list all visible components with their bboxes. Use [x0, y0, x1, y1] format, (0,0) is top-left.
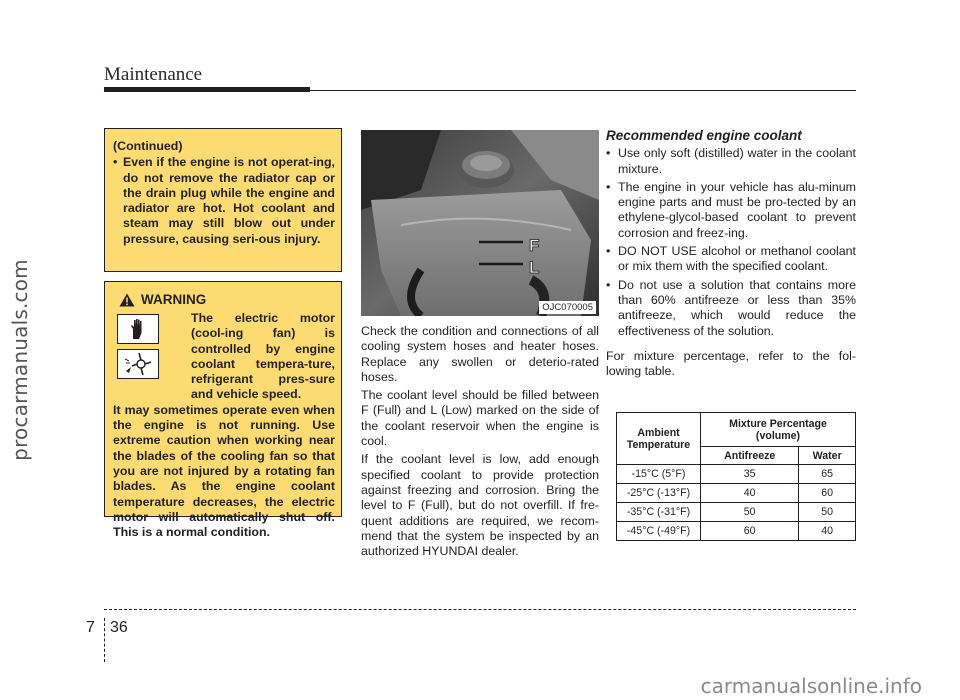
page-title: Maintenance [104, 64, 203, 85]
cell-water: 50 [799, 503, 856, 522]
section-heading: Recommended engine coolant [606, 128, 802, 143]
cell-temperature: -35°C (-31°F) [617, 503, 701, 522]
header-ambient-line1: Ambient [637, 426, 680, 439]
table-reference-text: For mixture percentage, refer to the fol-lowing table. [606, 348, 856, 379]
bullet-mark: • [606, 277, 611, 292]
bullet-text: DO NOT USE alcohol or methanol coolant or mix them with the specified coolant. [618, 244, 856, 274]
cell-water: 40 [799, 522, 856, 541]
coolant-bullets [606, 146, 856, 339]
header-ambient-line2: Temperature [626, 438, 691, 451]
warning-header [119, 292, 335, 308]
mixture-table [616, 412, 856, 541]
footer-rule [104, 609, 856, 610]
hand-icon [117, 314, 159, 344]
header-mixture-line1: Mixture Percentage [729, 417, 827, 430]
warning-text-inset: The electric motor (cool-ing fan) is controlled by engine coolant tempera-ture, refrigerant pres-sure and vehicle speed. [191, 311, 335, 402]
cell-temperature: -45°C (-49°F) [617, 522, 701, 541]
header-rule-accent [104, 87, 310, 92]
paragraph-level: The coolant level should be filled between F (Full) and L (Low) marked on the side of the coolant reservoir when the engine is cool. [361, 388, 599, 449]
continued-bullet [113, 155, 335, 247]
cell-antifreeze: 50 [701, 503, 799, 522]
continued-heading: (Continued) [113, 139, 183, 153]
warning-text-full: It may sometimes operate even when the engine is not running. Use extreme caution when working near the blades of the cooling fan so that you are not injured by a rotating fan blades. As the engine coolant temperature decreases, the electric motor will automatically shut off. This is a normal condition. [113, 402, 335, 540]
continued-bullet-text: Even if the engine is not operat-ing, do not remove the radiator cap or the drain plug while the engine and radiator are hot. Hot coolant and steam may still blow out under pressure, causing seri-ous injury. [123, 155, 335, 246]
coolant-check-text [361, 324, 599, 562]
header-mixture [701, 413, 856, 447]
list-item [606, 244, 856, 275]
bullet-mark: • [113, 155, 118, 170]
header-water: Water [799, 447, 856, 465]
list-item [606, 180, 856, 241]
table-row [617, 465, 856, 484]
list-item [606, 146, 856, 177]
table-row [617, 522, 856, 541]
bullet-text: Do not use a solution that contains more than 60% antifreeze or less than 35% antifreeze, which would reduce the effectiveness of the solution. [618, 277, 856, 338]
low-mark-label: L [529, 258, 540, 277]
engine-bay-illustration [361, 130, 599, 316]
chapter-number: 7 [86, 619, 95, 636]
bullet-mark: • [606, 179, 611, 194]
warning-icons [117, 314, 159, 380]
bullet-mark: • [606, 244, 611, 259]
cell-temperature: -15°C (5°F) [617, 465, 701, 484]
coolant-reservoir-photo [361, 130, 599, 316]
warning-title: WARNING [141, 292, 207, 308]
footer-divider [104, 618, 105, 662]
cell-temperature: -25°C (-13°F) [617, 484, 701, 503]
page-number: 36 [110, 619, 128, 636]
watermark-carmanualsonline: carmanualsonline.info [700, 674, 922, 698]
paragraph-hoses: Check the condition and connections of all cooling system hoses and heater hoses. Replace any swollen or deterio-rated hoses. [361, 324, 599, 384]
header-mixture-line2: (volume) [755, 429, 801, 442]
recommended-coolant-section [606, 128, 856, 379]
warning-box [104, 281, 342, 540]
bullet-mark: • [606, 146, 611, 161]
cell-antifreeze: 35 [701, 465, 799, 484]
list-item [606, 278, 856, 339]
continued-caution-box [104, 128, 342, 272]
paragraph-add-coolant: If the coolant level is low, add enough specified coolant to provide protection against freezing and corrosion. Bring the level to F (Full), but do not overfill. If fre-quent additions are required, we recom-mend that the system be inspected by an authorized HYUNDAI dealer. [361, 452, 599, 559]
header-ambient [617, 413, 701, 465]
fan-icon [117, 349, 159, 379]
full-mark-label: F [529, 236, 540, 255]
table-row [617, 503, 856, 522]
watermark-procarmanuals: procarmanuals.com [8, 259, 32, 461]
cell-water: 60 [799, 484, 856, 503]
bullet-text: Use only soft (distilled) water in the coolant mixture. [618, 146, 856, 176]
photo-code: OJC070005 [539, 301, 596, 314]
cell-water: 65 [799, 465, 856, 484]
table-row [617, 484, 856, 503]
warning-triangle-icon [119, 293, 135, 307]
cell-antifreeze: 60 [701, 522, 799, 541]
bullet-text: The engine in your vehicle has alu-minum engine parts and must be pro-tected by an ethylene-glycol-based coolant to prevent corrosion and freez-ing. [618, 179, 856, 240]
header-antifreeze: Antifreeze [701, 447, 799, 465]
cell-antifreeze: 40 [701, 484, 799, 503]
